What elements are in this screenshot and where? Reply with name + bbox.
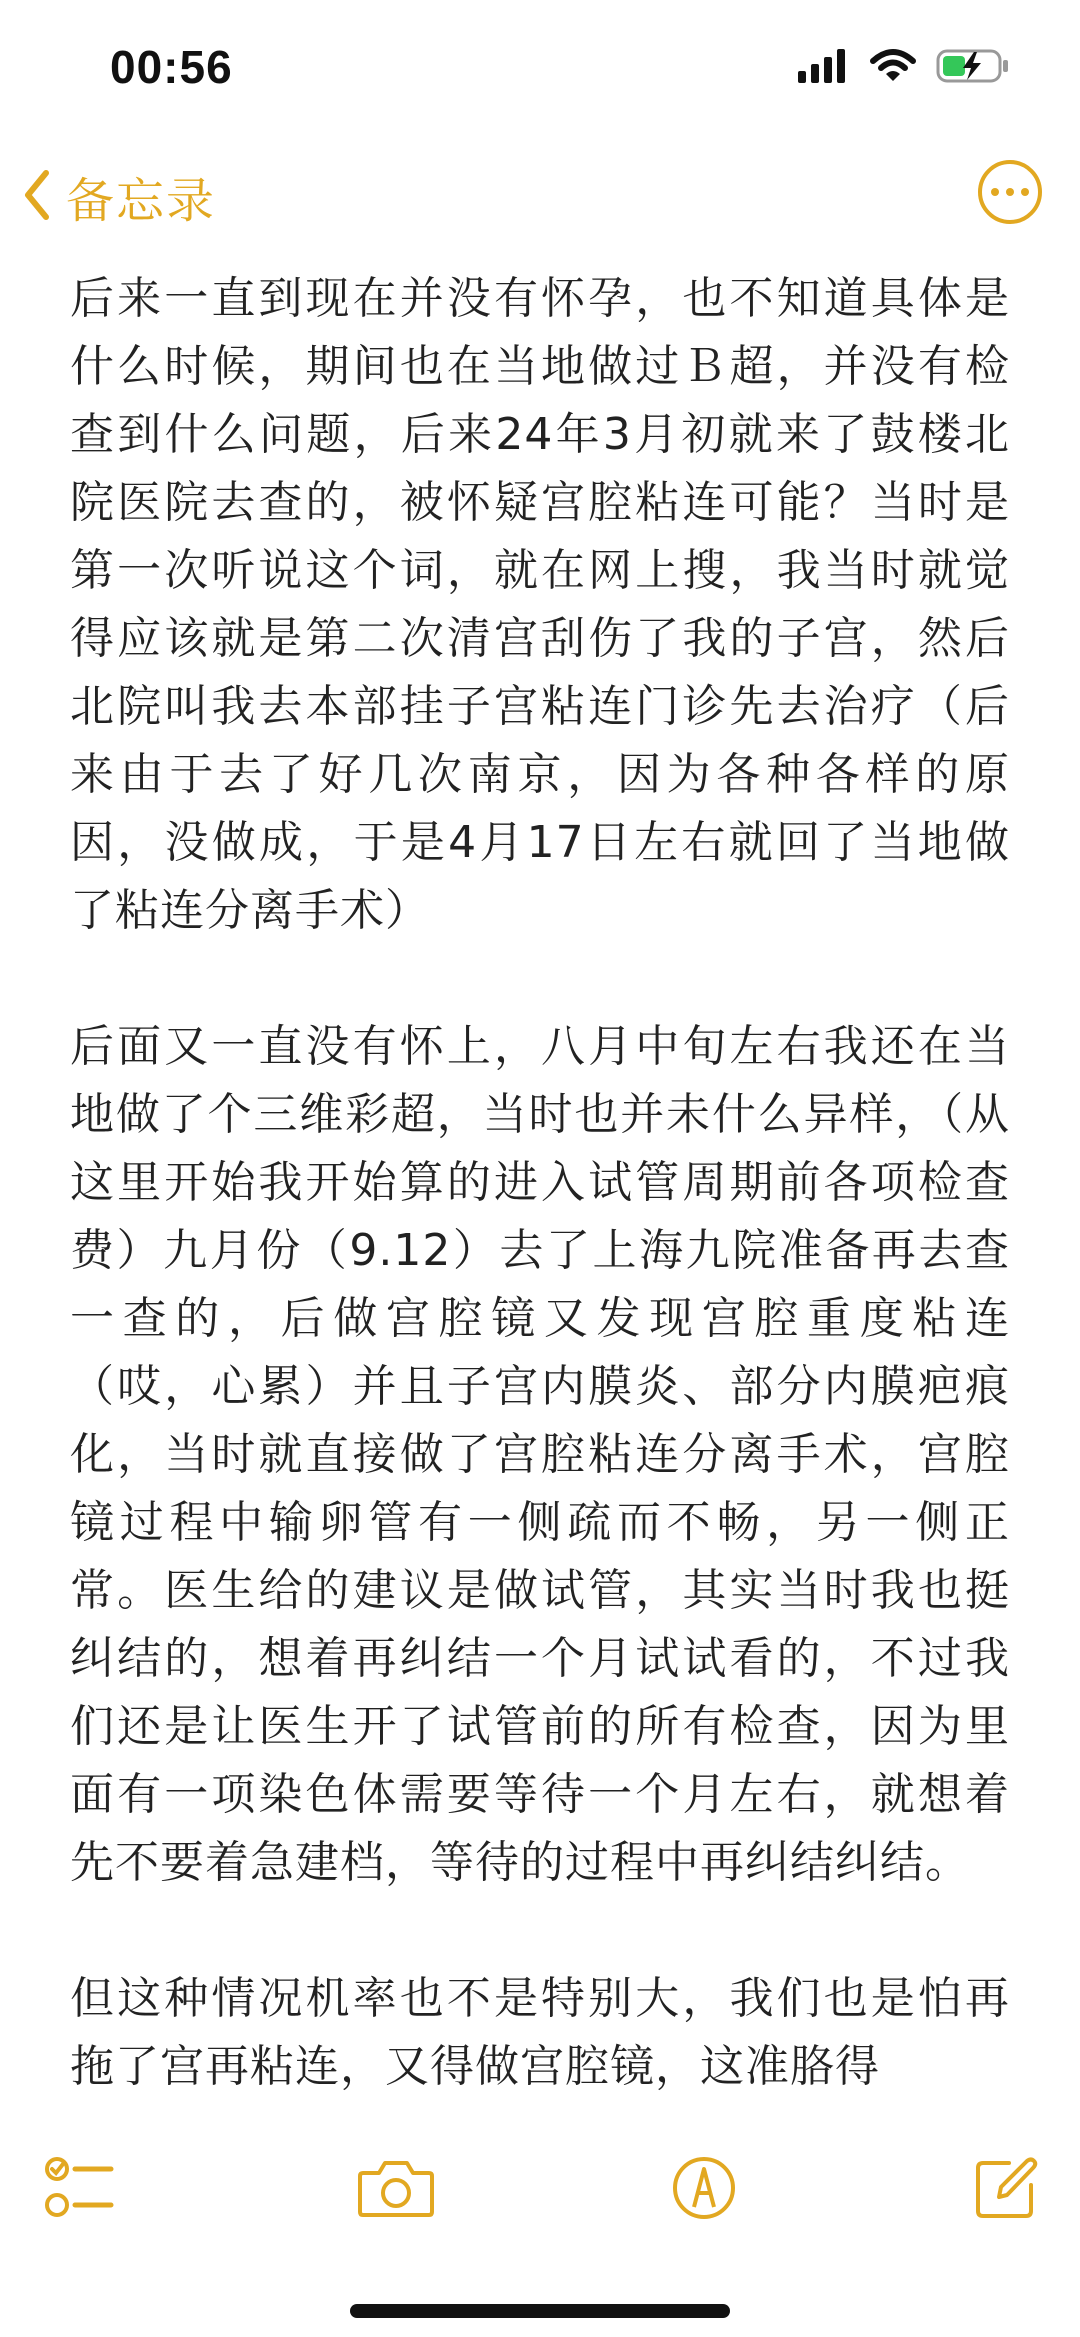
battery-charging-icon — [936, 48, 1010, 88]
compose-icon — [973, 2155, 1039, 2225]
markup-button[interactable] — [664, 2150, 744, 2230]
camera-button[interactable] — [356, 2150, 436, 2230]
checklist-button[interactable] — [40, 2150, 120, 2230]
more-options-button[interactable] — [978, 160, 1042, 224]
compose-button[interactable] — [966, 2150, 1046, 2230]
note-body[interactable] — [70, 265, 1010, 2105]
bottom-toolbar — [0, 2140, 1080, 2250]
chevron-left-icon — [22, 169, 52, 225]
ellipsis-dot — [991, 188, 999, 196]
status-icons — [798, 48, 1010, 88]
note-paragraph-1: 后来一直到现在并没有怀孕，也不知道具体是什么时候，期间也在当地做过Ｂ超，并没有检查到什么问题，后来24年3月初就来了鼓楼北院医院去查的，被怀疑宫腔粘连可能？当时是第一次听说这个词，就在网上搜，我当时就觉得应该就是第二次清宫刮伤了我的子宫，然后北院叫我去本部挂子宫粘连门诊先去治疗（后来由于去了好几次南京，因为各种各样的原因，没做成，于是4月17日左右就回了当地做了粘连分离手术） — [70, 273, 1010, 936]
status-bar — [0, 0, 1080, 140]
back-label: 备忘录 — [66, 173, 217, 229]
nav-bar — [0, 150, 1080, 240]
cellular-signal-icon — [798, 49, 850, 87]
home-indicator[interactable] — [350, 2304, 730, 2318]
note-paragraph-2: 后面又一直没有怀上，八月中旬左右我还在当地做了个三维彩超，当时也并未什么异样，（从这里开始我开始算的进入试管周期前各项检查费）九月份（9.12）去了上海九院准备再去查一查的，后做宫腔镜又发现宫腔重度粘连（哎，心累）并且子宫内膜炎、部分内膜疤痕化，当时就直接做了宫腔粘连分离手术，宫腔镜过程中输卵管有一侧疏而不畅，另一侧正常。医生给的建议是做试管，其实当时我也挺纠结的，想着再纠结一个月试试看的，不过我们还是让医生开了试管前的所有检查，因为里面有一项染色体需要等待一个月左右，就想着先不要着急建档，等待的过程中再纠结纠结。 — [70, 1021, 1010, 1888]
wifi-icon — [870, 49, 916, 87]
status-time: 00:56 — [110, 41, 233, 93]
ellipsis-dot — [1006, 188, 1014, 196]
ellipsis-dot — [1021, 188, 1029, 196]
markup-pen-icon — [671, 2155, 737, 2225]
camera-icon — [357, 2157, 435, 2223]
note-paragraph-3: 但这种情况机率也不是特别大，我们也是怕再拖了宫再粘连，又得做宫腔镜，这准胳得 — [70, 1973, 1010, 2092]
checklist-icon — [45, 2155, 115, 2225]
back-button[interactable] — [22, 162, 216, 231]
